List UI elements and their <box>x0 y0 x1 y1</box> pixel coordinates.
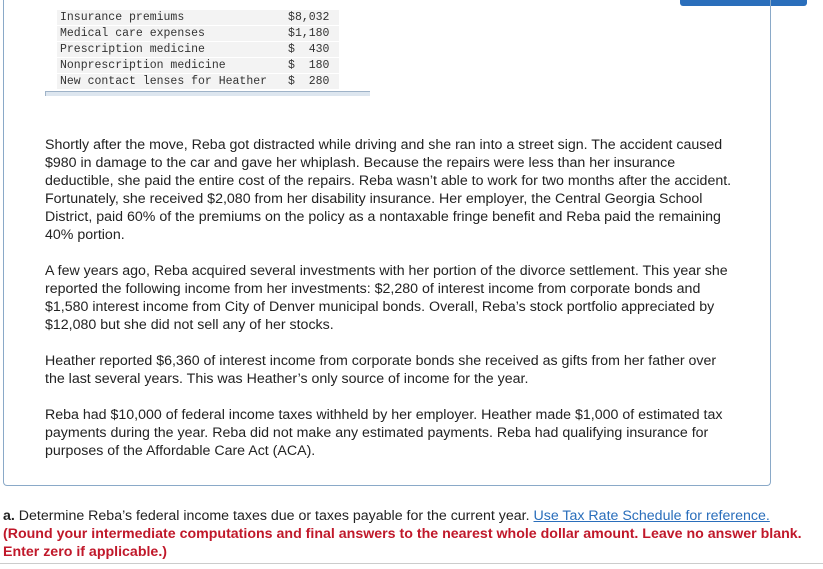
question-label: a. <box>3 508 15 524</box>
expense-amount: $ 180 <box>270 58 339 74</box>
question-a <box>3 507 818 561</box>
problem-narrative <box>45 136 735 478</box>
table-divider <box>45 91 370 96</box>
table-row <box>57 10 339 26</box>
expense-amount: $1,180 <box>270 26 339 42</box>
table-row <box>57 74 339 90</box>
table-row <box>57 26 339 42</box>
expense-label: Medical care expenses <box>57 26 270 42</box>
question-instruction: (Round your intermediate computations and final answers to the nearest whole dollar amount. Leave no answer blank. Enter zero if applicable.) <box>3 526 802 560</box>
paragraph-investments: A few years ago, Reba acquired several investments with her portion of the divorce settlement. This year she reported the following income from her investments: $2,280 of interest income from corporate bonds and $1,580 interest income from City of Denver municipal bonds. Overall, Reba’s stock portfolio appreciated by $12,080 but she did not sell any of her stocks. <box>45 263 728 333</box>
table-row <box>57 58 339 74</box>
expense-amount: $8,032 <box>270 10 339 26</box>
expense-label: Insurance premiums <box>57 10 270 26</box>
expense-table <box>57 10 339 90</box>
expense-label: Nonprescription medicine <box>57 58 270 74</box>
expense-amount: $ 430 <box>270 42 339 58</box>
paragraph-heather-income: Heather reported $6,360 of interest income from corporate bonds she received as gifts from her father over the last several years. This was Heather’s only source of income for the year. <box>45 353 717 387</box>
tax-rate-schedule-link[interactable]: Use Tax Rate Schedule for reference. <box>533 508 770 524</box>
bottom-divider <box>0 563 823 564</box>
paragraph-tax-payments: Reba had $10,000 of federal income taxes withheld by her employer. Heather made $1,000 of estimated tax payments during the year. Reba did not make any estimated payments. Reba had qualifying insurance for purposes of the Affordable Care Act (ACA). <box>45 407 723 459</box>
paragraph-accident: Shortly after the move, Reba got distracted while driving and she ran into a street sign. The accident caused $980 in damage to the car and gave her whiplash. Because the repairs were less than her insurance deductible, she paid the entire cost of the repairs. Reba wasn’t able to work for two months after the accident. Fortunately, she received $2,080 from her disability insurance. Her employer, the Central Georgia School District, paid 60% of the premiums on the policy as a nontaxable fringe benefit and Reba paid the remaining 40% portion. <box>45 137 732 243</box>
table-row <box>57 42 339 58</box>
question-text: Determine Reba’s federal income taxes due or taxes payable for the current year. <box>14 508 534 524</box>
expense-label: New contact lenses for Heather <box>57 74 270 90</box>
expense-amount: $ 280 <box>270 74 339 90</box>
expense-label: Prescription medicine <box>57 42 270 58</box>
